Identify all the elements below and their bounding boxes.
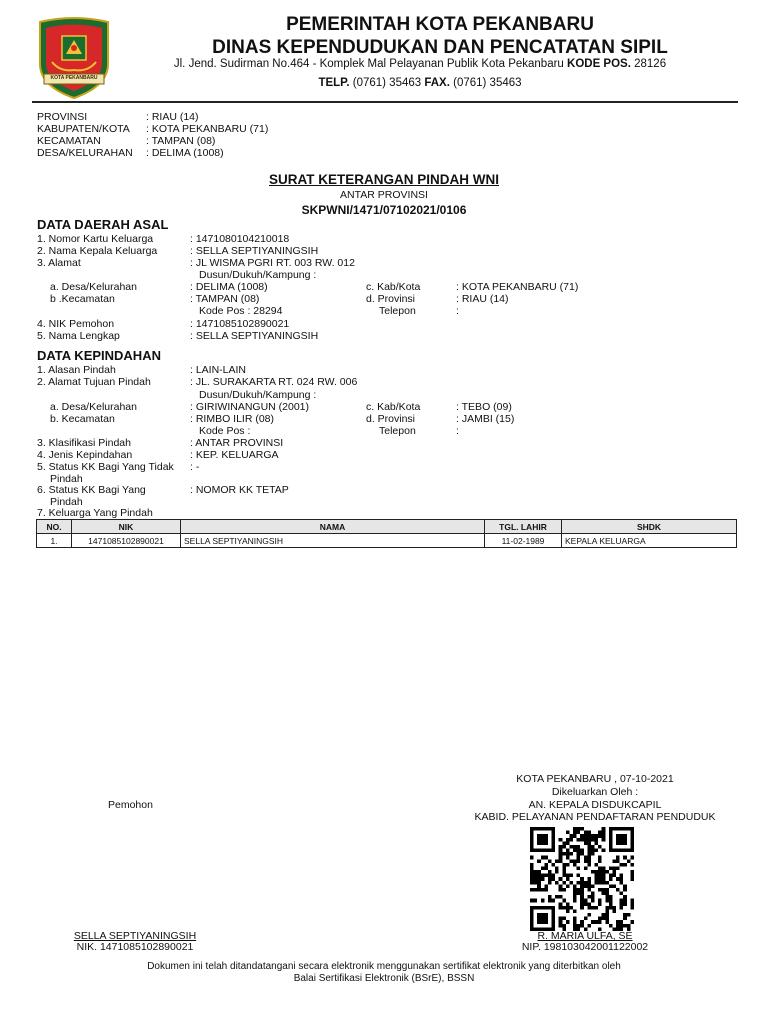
asal-desa-label: a. Desa/Kelurahan xyxy=(50,281,137,293)
region-kecamatan-value: : TAMPAN (08) xyxy=(146,135,216,147)
col-shdk: SHDK xyxy=(562,520,737,534)
asal-alamat-label: 3. Alamat xyxy=(37,257,81,269)
sign-kabid: KABID. PELAYANAN PENDAFTARAN PENDUDUK xyxy=(474,811,716,823)
asal-kec-value: : TAMPAN (08) xyxy=(190,293,260,305)
pindah-tujuan-value: : JL. SURAKARTA RT. 024 RW. 006 xyxy=(190,376,358,388)
pindah-prov-label: d. Provinsi xyxy=(366,413,416,425)
pindah-desa-value: : GIRIWINANGUN (2001) xyxy=(190,401,310,413)
doc-number: SKPWNI/1471/07102021/0106 xyxy=(301,203,467,217)
doc-title: SURAT KETERANGAN PINDAH WNI xyxy=(269,172,499,187)
pindah-prov-value: : JAMBI (15) xyxy=(456,413,515,425)
official-name: R. MARIA ULFA, SE xyxy=(537,930,633,942)
asal-prov-label: d. Provinsi xyxy=(366,293,416,305)
col-no: NO. xyxy=(37,520,72,534)
pindah-status-tidak-value: : - xyxy=(190,461,200,473)
cell-tgl-lahir: 11-02-1989 xyxy=(485,534,562,548)
cell-nama: SELLA SEPTIYANINGSIH xyxy=(181,534,485,548)
asal-nama-value: : SELLA SEPTIYANINGSIH xyxy=(190,330,319,342)
pindah-telepon-label: Telepon xyxy=(379,425,416,437)
pindah-status-tidak-label: 5. Status KK Bagi Yang Tidak xyxy=(37,461,174,473)
pindah-status-tidak-label-cont: Pindah xyxy=(50,473,83,485)
region-provinsi-label: PROVINSI xyxy=(37,111,88,123)
cell-nik: 1471085102890021 xyxy=(72,534,181,548)
kode-pos-label: KODE POS. xyxy=(567,58,631,70)
pindah-jenis-label: 4. Jenis Kepindahan xyxy=(37,449,133,461)
fax-label: FAX. xyxy=(424,77,450,89)
pindah-jenis-value: : KEP. KELUARGA xyxy=(190,449,279,461)
asal-kab-value: : KOTA PEKANBARU (71) xyxy=(456,281,579,293)
cell-no: 1. xyxy=(37,534,72,548)
pindah-kab-label: c. Kab/Kota xyxy=(366,401,421,413)
telp-value: (0761) 35463 xyxy=(349,77,425,89)
pindah-kodepos: Kode Pos : xyxy=(199,425,251,437)
keluarga-table xyxy=(36,519,737,548)
qr-code-image xyxy=(530,827,634,931)
official-nip: NIP. 198103042001122002 xyxy=(521,941,649,953)
pindah-status-pindah-label: 6. Status KK Bagi Yang xyxy=(37,484,146,496)
asal-kec-label: b .Kecamatan xyxy=(50,293,115,305)
section-asal-heading: DATA DAERAH ASAL xyxy=(37,217,169,232)
pindah-kec-value: : RIMBO ILIR (08) xyxy=(190,413,275,425)
table-header-row xyxy=(37,520,737,534)
col-nama: NAMA xyxy=(181,520,485,534)
asal-nik-label: 4. NIK Pemohon xyxy=(37,318,115,330)
header-line2: DINAS KEPENDUDUKAN DAN PENCATATAN SIPIL xyxy=(212,37,668,58)
pindah-desa-label: a. Desa/Kelurahan xyxy=(50,401,137,413)
region-desa-value: : DELIMA (1008) xyxy=(146,147,224,159)
region-desa-label: DESA/KELURAHAN xyxy=(37,147,133,159)
asal-alamat-value: : JL WISMA PGRI RT. 003 RW. 012 xyxy=(190,257,355,269)
asal-nama-label: 5. Nama Lengkap xyxy=(37,330,120,342)
pindah-alasan-label: 1. Alasan Pindah xyxy=(37,364,116,376)
pindah-status-pindah-label-cont: Pindah xyxy=(50,496,83,508)
col-nik: NIK xyxy=(72,520,181,534)
asal-dusun: Dusun/Dukuh/Kampung : xyxy=(199,269,317,281)
pemohon-nik: NIK. 1471085102890021 xyxy=(76,941,194,953)
sign-issued-by: Dikeluarkan Oleh : xyxy=(551,786,639,798)
address-text: Jl. Jend. Sudirman No.464 - Komplek Mal Pelayanan Publik Kota Pekanbaru xyxy=(173,58,568,70)
pindah-klasifikasi-value: : ANTAR PROVINSI xyxy=(190,437,284,449)
table-row xyxy=(37,534,737,548)
pindah-kec-label: b. Kecamatan xyxy=(50,413,115,425)
kode-pos-value: 28126 xyxy=(630,58,667,70)
asal-kab-label: c. Kab/Kota xyxy=(366,281,421,293)
pindah-keluarga-label: 7. Keluarga Yang Pindah xyxy=(37,507,153,519)
asal-kk-value: : 1471080104210018 xyxy=(190,233,290,245)
region-kabkota-label: KABUPATEN/KOTA xyxy=(37,123,130,135)
cell-shdk: KEPALA KELUARGA xyxy=(562,534,737,548)
pindah-telepon-value: : xyxy=(456,425,459,437)
asal-desa-value: : DELIMA (1008) xyxy=(190,281,268,293)
pindah-klasifikasi-label: 3. Klasifikasi Pindah xyxy=(37,437,131,449)
asal-telepon-label: Telepon xyxy=(379,305,416,317)
asal-kk-label: 1. Nomor Kartu Keluarga xyxy=(37,233,154,245)
header-divider xyxy=(32,101,738,103)
sign-an: AN. KEPALA DISDUKCAPIL xyxy=(528,799,662,811)
asal-prov-value: : RIAU (14) xyxy=(456,293,509,305)
asal-kepala-label: 2. Nama Kepala Keluarga xyxy=(37,245,158,257)
section-pindah-heading: DATA KEPINDAHAN xyxy=(37,348,161,363)
pindah-dusun: Dusun/Dukuh/Kampung : xyxy=(199,389,317,401)
telp-label: TELP. xyxy=(318,77,350,89)
header-address xyxy=(100,58,740,70)
region-kabkota-value: : KOTA PEKANBARU (71) xyxy=(146,123,269,135)
footer-line1: Dokumen ini telah ditandatangani secara elektronik menggunakan sertifikat elektronik yang diterbitkan oleh xyxy=(147,961,621,972)
header-phone xyxy=(100,77,740,89)
pindah-alasan-value: : LAIN-LAIN xyxy=(190,364,247,376)
pindah-tujuan-label: 2. Alamat Tujuan Pindah xyxy=(37,376,151,388)
asal-kodepos: Kode Pos : 28294 xyxy=(199,305,283,317)
doc-subtitle: ANTAR PROVINSI xyxy=(340,189,428,201)
asal-telepon-value: : xyxy=(456,305,459,317)
footer-line2: Balai Sertifikasi Elektronik (BSrE), BSSN xyxy=(293,973,475,984)
pindah-kab-value: : TEBO (09) xyxy=(456,401,512,413)
header-line1: PEMERINTAH KOTA PEKANBARU xyxy=(286,14,594,35)
pindah-status-pindah-value: : NOMOR KK TETAP xyxy=(190,484,289,496)
logo-ribbon-text: KOTA PEKANBARU xyxy=(50,75,98,81)
col-tgl-lahir: TGL. LAHIR xyxy=(485,520,562,534)
sign-place-date: KOTA PEKANBARU , 07-10-2021 xyxy=(516,773,674,785)
region-provinsi-value: : RIAU (14) xyxy=(146,111,199,123)
asal-nik-value: : 1471085102890021 xyxy=(190,318,290,330)
pemohon-name: SELLA SEPTIYANINGSIH xyxy=(73,930,197,942)
region-kecamatan-label: KECAMATAN xyxy=(37,135,101,147)
fax-value: (0761) 35463 xyxy=(449,77,522,89)
pemohon-label: Pemohon xyxy=(108,799,153,811)
asal-kepala-value: : SELLA SEPTIYANINGSIH xyxy=(190,245,319,257)
